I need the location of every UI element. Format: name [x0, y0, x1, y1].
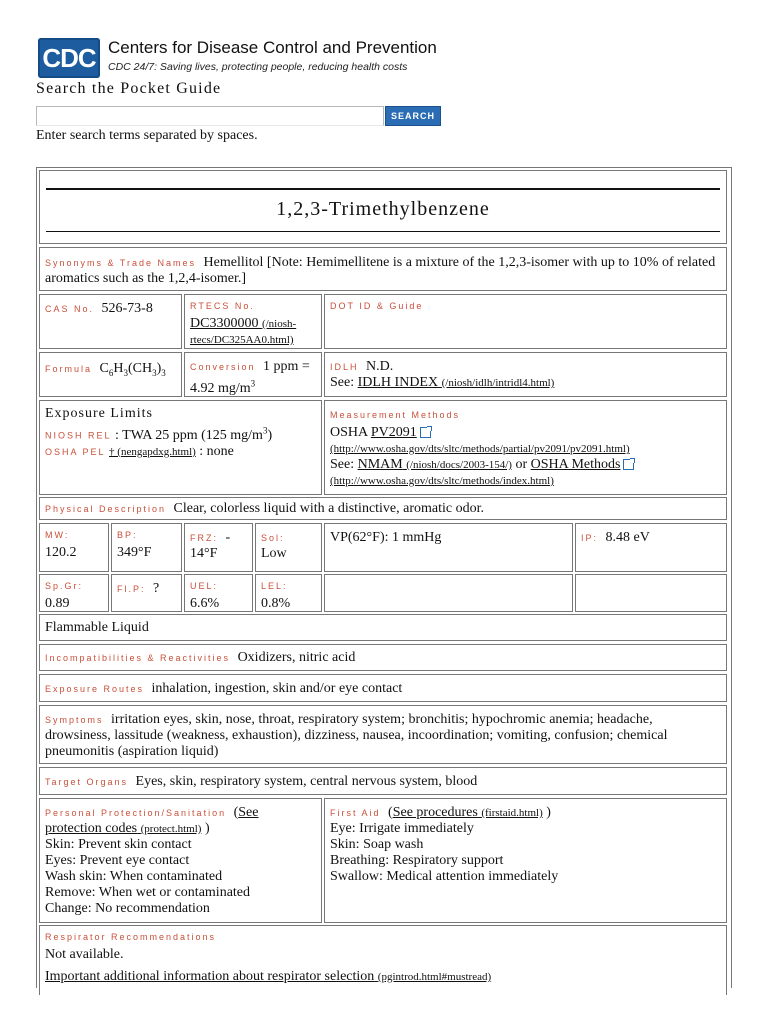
formula-label: Formula — [45, 364, 93, 374]
mw-label: MW: — [45, 530, 70, 540]
flammability-cell — [39, 614, 727, 641]
ppe-wash: Wash skin: When contaminated — [45, 869, 223, 884]
first-aid-cell — [324, 798, 727, 923]
protection-codes-link[interactable]: See protection codes (protect.html) — [45, 805, 259, 836]
title-cell — [39, 170, 727, 244]
physical-description-cell — [39, 497, 727, 520]
idlh-cell — [324, 352, 727, 397]
symptoms-value: irritation eyes, skin, nose, throat, respiratory system; bronchitis; hypochromic anemia; headache, drowsiness, lassitude (weakness, exhaustion), dizziness, nausea, incoordination; vomiting, confusion; chemical pneumonitis (aspiration liquid) — [45, 712, 668, 759]
ppe-eyes: Eyes: Prevent eye contact — [45, 853, 190, 868]
title-rule-top — [46, 188, 720, 190]
ip-cell — [575, 523, 727, 572]
chemical-name: 1,2,3-Trimethylbenzene — [276, 198, 490, 220]
firstaid-skin: Skin: Soap wash — [330, 837, 424, 852]
firstaid-label: First Aid — [330, 808, 381, 818]
ppe-remove: Remove: When wet or contaminated — [45, 885, 251, 900]
vp-cell — [324, 523, 573, 572]
synonyms-cell — [39, 247, 727, 291]
incompat-label: Incompatibilities & Reactivities — [45, 653, 231, 663]
first-aid-procedures-link[interactable]: See procedures (firstaid.html) — [392, 805, 543, 820]
nmam-link[interactable]: NMAM (/niosh/docs/2003-154/) — [357, 457, 512, 472]
frz-value-1: - — [225, 530, 231, 545]
firstaid-open: ( — [388, 805, 393, 820]
firstaid-close: ) — [546, 805, 551, 820]
frz-label: FRZ: — [190, 533, 218, 543]
flammability-value: Flammable Liquid — [45, 620, 149, 635]
frz-value-2: 14°F — [190, 546, 218, 561]
idlh-see: See: — [330, 375, 355, 390]
routes-label: Exposure Routes — [45, 684, 145, 694]
flp-label: Fl.P: — [117, 584, 146, 594]
cas-label: CAS No. — [45, 304, 95, 314]
target-value: Eyes, skin, respiratory system, central nervous system, blood — [135, 774, 478, 789]
search-hint: Enter search terms separated by spaces. — [36, 128, 258, 143]
synonyms-value: Hemellitol [Note: Hemimellitene is a mixture of the 1,2,3-isomer with up to 10% of related aromatics such as the 1,2,4-isomer.] — [45, 255, 716, 286]
bp-cell — [111, 523, 182, 572]
external-link-icon — [623, 459, 634, 470]
pv2091-href[interactable]: (http://www.osha.gov/dts/sltc/methods/partial/pv2091/pv2091.html) — [330, 443, 630, 455]
ppe-close: ) — [204, 821, 210, 836]
idlh-label: IDLH — [330, 362, 359, 372]
empty-cell — [324, 574, 573, 612]
ip-label: IP: — [581, 533, 599, 543]
frz-cell — [184, 523, 253, 572]
rtecs-link[interactable]: DC3300000 (/niosh-rtecs/DC325AA0.html) — [190, 316, 297, 346]
niosh-rel-label: NIOSH REL — [45, 430, 112, 441]
pv2091-link[interactable]: PV2091 — [370, 425, 417, 440]
dot-label: DOT ID & Guide — [330, 301, 424, 311]
ppe-change: Change: No recommendation — [45, 901, 210, 916]
tagline: CDC 24/7: Saving lives, protecting people, reducing health costs — [108, 61, 408, 73]
dot-cell — [324, 294, 727, 349]
cas-cell — [39, 294, 182, 349]
osha-methods-link[interactable]: OSHA Methods — [530, 457, 621, 472]
sol-cell — [255, 523, 322, 572]
org-name: Centers for Disease Control and Prevention — [108, 38, 437, 57]
search-title: Search the Pocket Guide — [36, 80, 222, 97]
respirator-selection-link[interactable]: Important additional information about respirator selection (pgintrod.html#mustread) — [45, 969, 492, 984]
incompat-value: Oxidizers, nitric acid — [237, 650, 356, 665]
ppe-open: ( — [233, 805, 239, 820]
exposure-heading: Exposure Limits — [45, 406, 153, 421]
cas-value: 526-73-8 — [101, 301, 153, 316]
bp-label: BP: — [117, 530, 138, 540]
bp-value: 349°F — [117, 545, 152, 560]
formula-cell — [39, 352, 182, 397]
methods-see: See: — [330, 457, 355, 472]
flp-value: ? — [153, 581, 160, 596]
niosh-rel-value: : TWA 25 ppm (125 $mg/m^3$) — [115, 425, 273, 443]
cdc-header — [38, 36, 458, 80]
respirator-cell — [39, 925, 727, 995]
osha-pel-link[interactable]: † (nengapdxg.html) — [109, 445, 196, 458]
osha-methods-href[interactable]: (http://www.osha.gov/dts/sltc/methods/index.html) — [330, 475, 554, 487]
sol-value: Low — [261, 546, 287, 561]
physical-label: Physical Description — [45, 504, 167, 514]
firstaid-swallow: Swallow: Medical attention immediately — [330, 869, 559, 884]
flp-cell — [111, 574, 182, 612]
conversion-label: Conversion — [190, 362, 256, 372]
osha-pv-prefix: OSHA — [330, 425, 368, 440]
title-rule-bottom — [46, 231, 720, 232]
respirator-value: Not available. — [45, 947, 124, 962]
ip-value: 8.48 eV — [605, 530, 650, 545]
physical-value: Clear, colorless liquid with a distinctive, aromatic odor. — [173, 501, 485, 516]
mw-cell — [39, 523, 109, 572]
ppe-cell — [39, 798, 322, 923]
lel-value: 0.8% — [261, 596, 291, 611]
exposure-limits-cell — [39, 400, 322, 495]
rtecs-cell — [184, 294, 322, 349]
idlh-index-link[interactable]: IDLH INDEX (/niosh/idlh/intridl4.html) — [357, 375, 555, 390]
conversion-line1: 1 ppm = — [263, 359, 310, 374]
vp-value: VP(62°F): 1 mmHg — [330, 530, 442, 545]
sol-label: Sol: — [261, 533, 285, 543]
pocket-guide-table — [36, 167, 732, 988]
conversion-cell — [184, 352, 322, 397]
synonyms-label: Synonyms & Trade Names — [45, 258, 197, 268]
routes-value: inhalation, ingestion, skin and/or eye contact — [151, 681, 403, 696]
lel-cell — [255, 574, 322, 612]
rtecs-label: RTECS No. — [190, 301, 255, 311]
uel-label: UEL: — [190, 581, 219, 591]
formula-value: $C_6H_3(CH_3)_3$ — [99, 361, 166, 378]
target-organs-cell — [39, 767, 727, 795]
exposure-routes-cell — [39, 674, 727, 702]
mw-value: 120.2 — [45, 545, 77, 560]
firstaid-breathing: Breathing: Respiratory support — [330, 853, 504, 868]
spgr-cell — [39, 574, 109, 612]
respirator-label: Respirator Recommendations — [45, 932, 217, 942]
ppe-label: Personal Protection/Sanitation — [45, 808, 227, 818]
external-link-icon — [420, 427, 431, 438]
search-button[interactable]: SEARCH — [385, 106, 441, 126]
measurement-label: Measurement Methods — [330, 410, 461, 420]
spgr-label: Sp.Gr: — [45, 581, 84, 591]
osha-pel-value: : none — [199, 443, 234, 459]
osha-pel-label: OSHA PEL — [45, 446, 106, 457]
conversion-line2: 4.92 $mg/m^3$ — [190, 378, 256, 396]
uel-value: 6.6% — [190, 596, 220, 611]
measurement-cell — [324, 400, 727, 495]
ppe-skin: Skin: Prevent skin contact — [45, 837, 192, 852]
firstaid-eye: Eye: Irrigate immediately — [330, 821, 474, 836]
search-input[interactable] — [36, 106, 384, 126]
empty-cell — [575, 574, 727, 612]
methods-or: or — [515, 457, 528, 472]
symptoms-cell — [39, 705, 727, 764]
uel-cell — [184, 574, 253, 612]
spgr-value: 0.89 — [45, 596, 70, 611]
idlh-value: N.D. — [366, 359, 394, 374]
symptoms-label: Symptoms — [45, 715, 104, 725]
target-label: Target Organs — [45, 777, 129, 787]
incompatibilities-cell — [39, 644, 727, 671]
lel-label: LEL: — [261, 581, 288, 591]
cdc-logo[interactable]: CDC — [38, 38, 100, 78]
